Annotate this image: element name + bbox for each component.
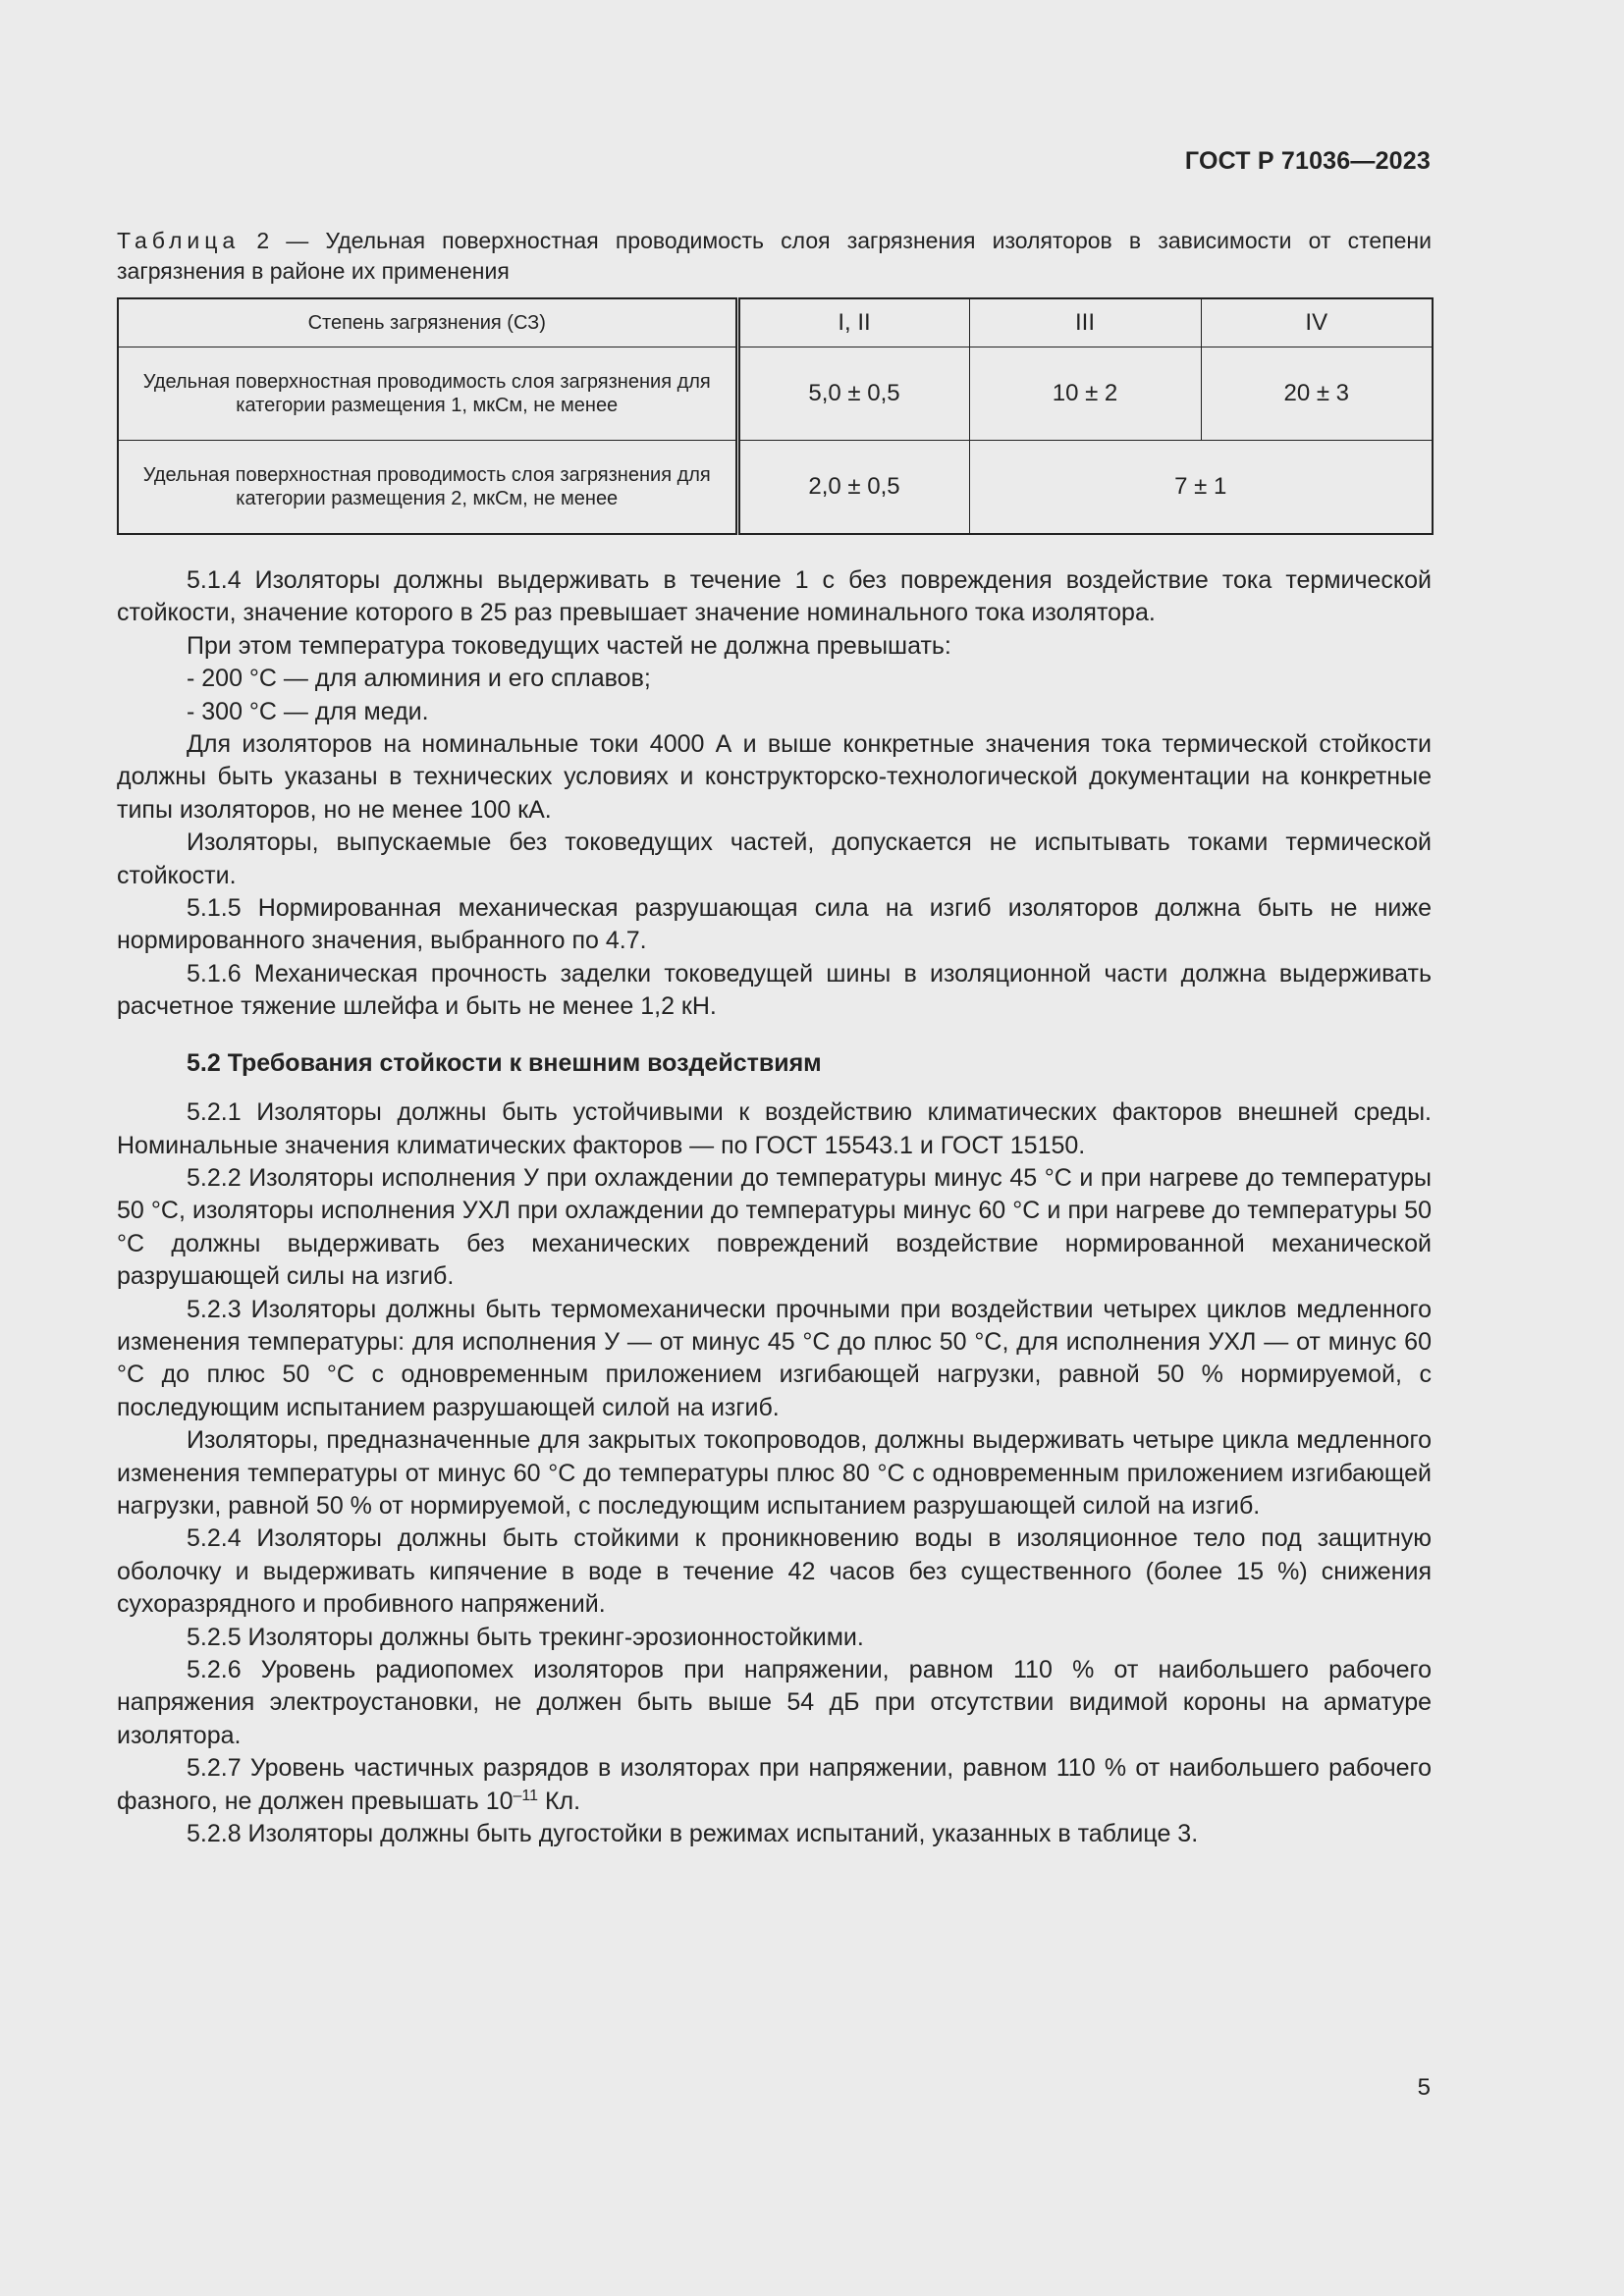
exponent: –11 [513,1787,539,1804]
table-row [118,441,1433,535]
document-header: ГОСТ Р 71036—2023 [1184,147,1431,175]
paragraph-5-2-4: 5.2.4 Изоляторы должны быть стойкими к проникновению воды в изоляционное тело под защитную оболочку и выдерживать кипячение в воде в течение 42 часов без существенного (более 15 %) снижения сухоразрядного и пробивного напряжений. [117,1524,1432,1619]
table-row [118,347,1433,441]
table-row-label: Удельная поверхностная проводимость слоя загрязнения для категории размещения 2, мкСм, не менее [118,441,737,535]
table-cell: 2,0 ± 0,5 [737,441,969,535]
paragraph-5-1-5: 5.1.5 Нормированная механическая разрушающая сила на изгиб изоляторов должна быть не ниже нормированного значения, выбранного по 4.7. [117,894,1432,955]
table-header-col-1: I, II [737,298,969,347]
table-header-col-2: III [969,298,1201,347]
paragraph-5-2-7-text: 5.2.7 Уровень частичных разрядов в изоляторах при напряжении, равном 110 % от наибольшего рабочего фазного, не должен превышать 10 [117,1754,1432,1815]
paragraph-5-1-4: 5.1.4 Изоляторы должны выдерживать в течение 1 с без повреждения воздействие тока термической стойкости, значение которого в 25 раз превышает значение номинального тока изолятора. [117,566,1432,627]
paragraph-4000a: Для изоляторов на номинальные токи 4000 А и выше конкретные значения тока термической стойкости должны быть указаны в технических условиях и конструкторско-технологической документации на конкретные типы изоляторов, но не менее 100 кА. [117,730,1432,824]
document-body [117,564,1432,1850]
list-item-aluminium: - 200 °С — для алюминия и его сплавов; [187,665,651,693]
table-header-row [118,298,1433,347]
paragraph-5-2-8: 5.2.8 Изоляторы должны быть дугостойки в режимах испытаний, указанных в таблице 3. [187,1820,1199,1848]
table-caption-label: Таблица [117,228,241,253]
table-caption-text: 2 — Удельная поверхностная проводимость слоя загрязнения изоляторов в зависимости от степени загрязнения в районе их применения [117,228,1432,284]
table-cell: 20 ± 3 [1201,347,1433,441]
table-cell-merged: 7 ± 1 [969,441,1433,535]
paragraph-5-1-6: 5.1.6 Механическая прочность заделки токоведущей шины в изоляционной части должна выдерживать расчетное тяжение шлейфа и быть не менее 1,2 кН. [117,959,1432,1021]
conductivity-table [117,297,1434,535]
section-heading-5-2: 5.2 Требования стойкости к внешним воздействиям [187,1048,822,1077]
paragraph-5-2-5: 5.2.5 Изоляторы должны быть трекинг-эрозионностойкими. [187,1623,864,1651]
paragraph-5-2-6: 5.2.6 Уровень радиопомех изоляторов при напряжении, равном 110 % от наибольшего рабочего напряжения электроустановки, не должен быть выше 54 дБ при отсутствии видимой короны на арматуре изолятора. [117,1656,1432,1749]
paragraph-closed-busducts: Изоляторы, предназначенные для закрытых токопроводов, должны выдерживать четыре цикла медленного изменения температуры от минус 60 °С до температуры плюс 80 °С с одновременным приложением изгибающей нагрузки, равной 50 % от нормируемой, с последующим испытанием разрушающей силой на изгиб. [117,1426,1432,1520]
paragraph-no-conductors: Изоляторы, выпускаемые без токоведущих частей, допускается не испытывать токами термической стойкости. [117,828,1432,889]
table-cell: 5,0 ± 0,5 [737,347,969,441]
page-number: 5 [1417,2074,1431,2101]
paragraph-5-2-2: 5.2.2 Изоляторы исполнения У при охлаждении до температуры минус 45 °С и при нагреве до температуры 50 °С, изоляторы исполнения УХЛ при охлаждении до температуры минус 60 °С и при нагреве до температуры 50 °С должны выдерживать без механических повреждений воздействие нормированной механической разрушающей силы на изгиб. [117,1163,1432,1291]
paragraph-temperature: При этом температура токоведущих частей не должна превышать: [187,631,951,660]
paragraph-5-2-7-unit: Кл. [538,1787,581,1815]
paragraph-5-2-3: 5.2.3 Изоляторы должны быть термомеханически прочными при воздействии четырех циклов медленного изменения температуры: для исполнения У — от минус 45 °С до плюс 50 °С, для исполнения УХЛ — от минус 60 °С до плюс 50 °С с одновременным приложением изгибающей нагрузки, равной 50 % нормируемой, с последующим испытанием разрушающей силой на изгиб. [117,1295,1432,1421]
paragraph-5-2-1: 5.2.1 Изоляторы должны быть устойчивыми к воздействию климатических факторов внешней среды. Номинальные значения климатических факторов — по ГОСТ 15543.1 и ГОСТ 15150. [117,1098,1432,1159]
table-header-label: Степень загрязнения (СЗ) [118,298,737,347]
table-row-label: Удельная поверхностная проводимость слоя загрязнения для категории размещения 1, мкСм, не менее [118,347,737,441]
list-item-copper: - 300 °С — для меди. [187,697,429,725]
table-caption [117,226,1432,287]
table-header-col-3: IV [1201,298,1433,347]
table-cell: 10 ± 2 [969,347,1201,441]
paragraph-5-2-7 [117,1752,1432,1818]
